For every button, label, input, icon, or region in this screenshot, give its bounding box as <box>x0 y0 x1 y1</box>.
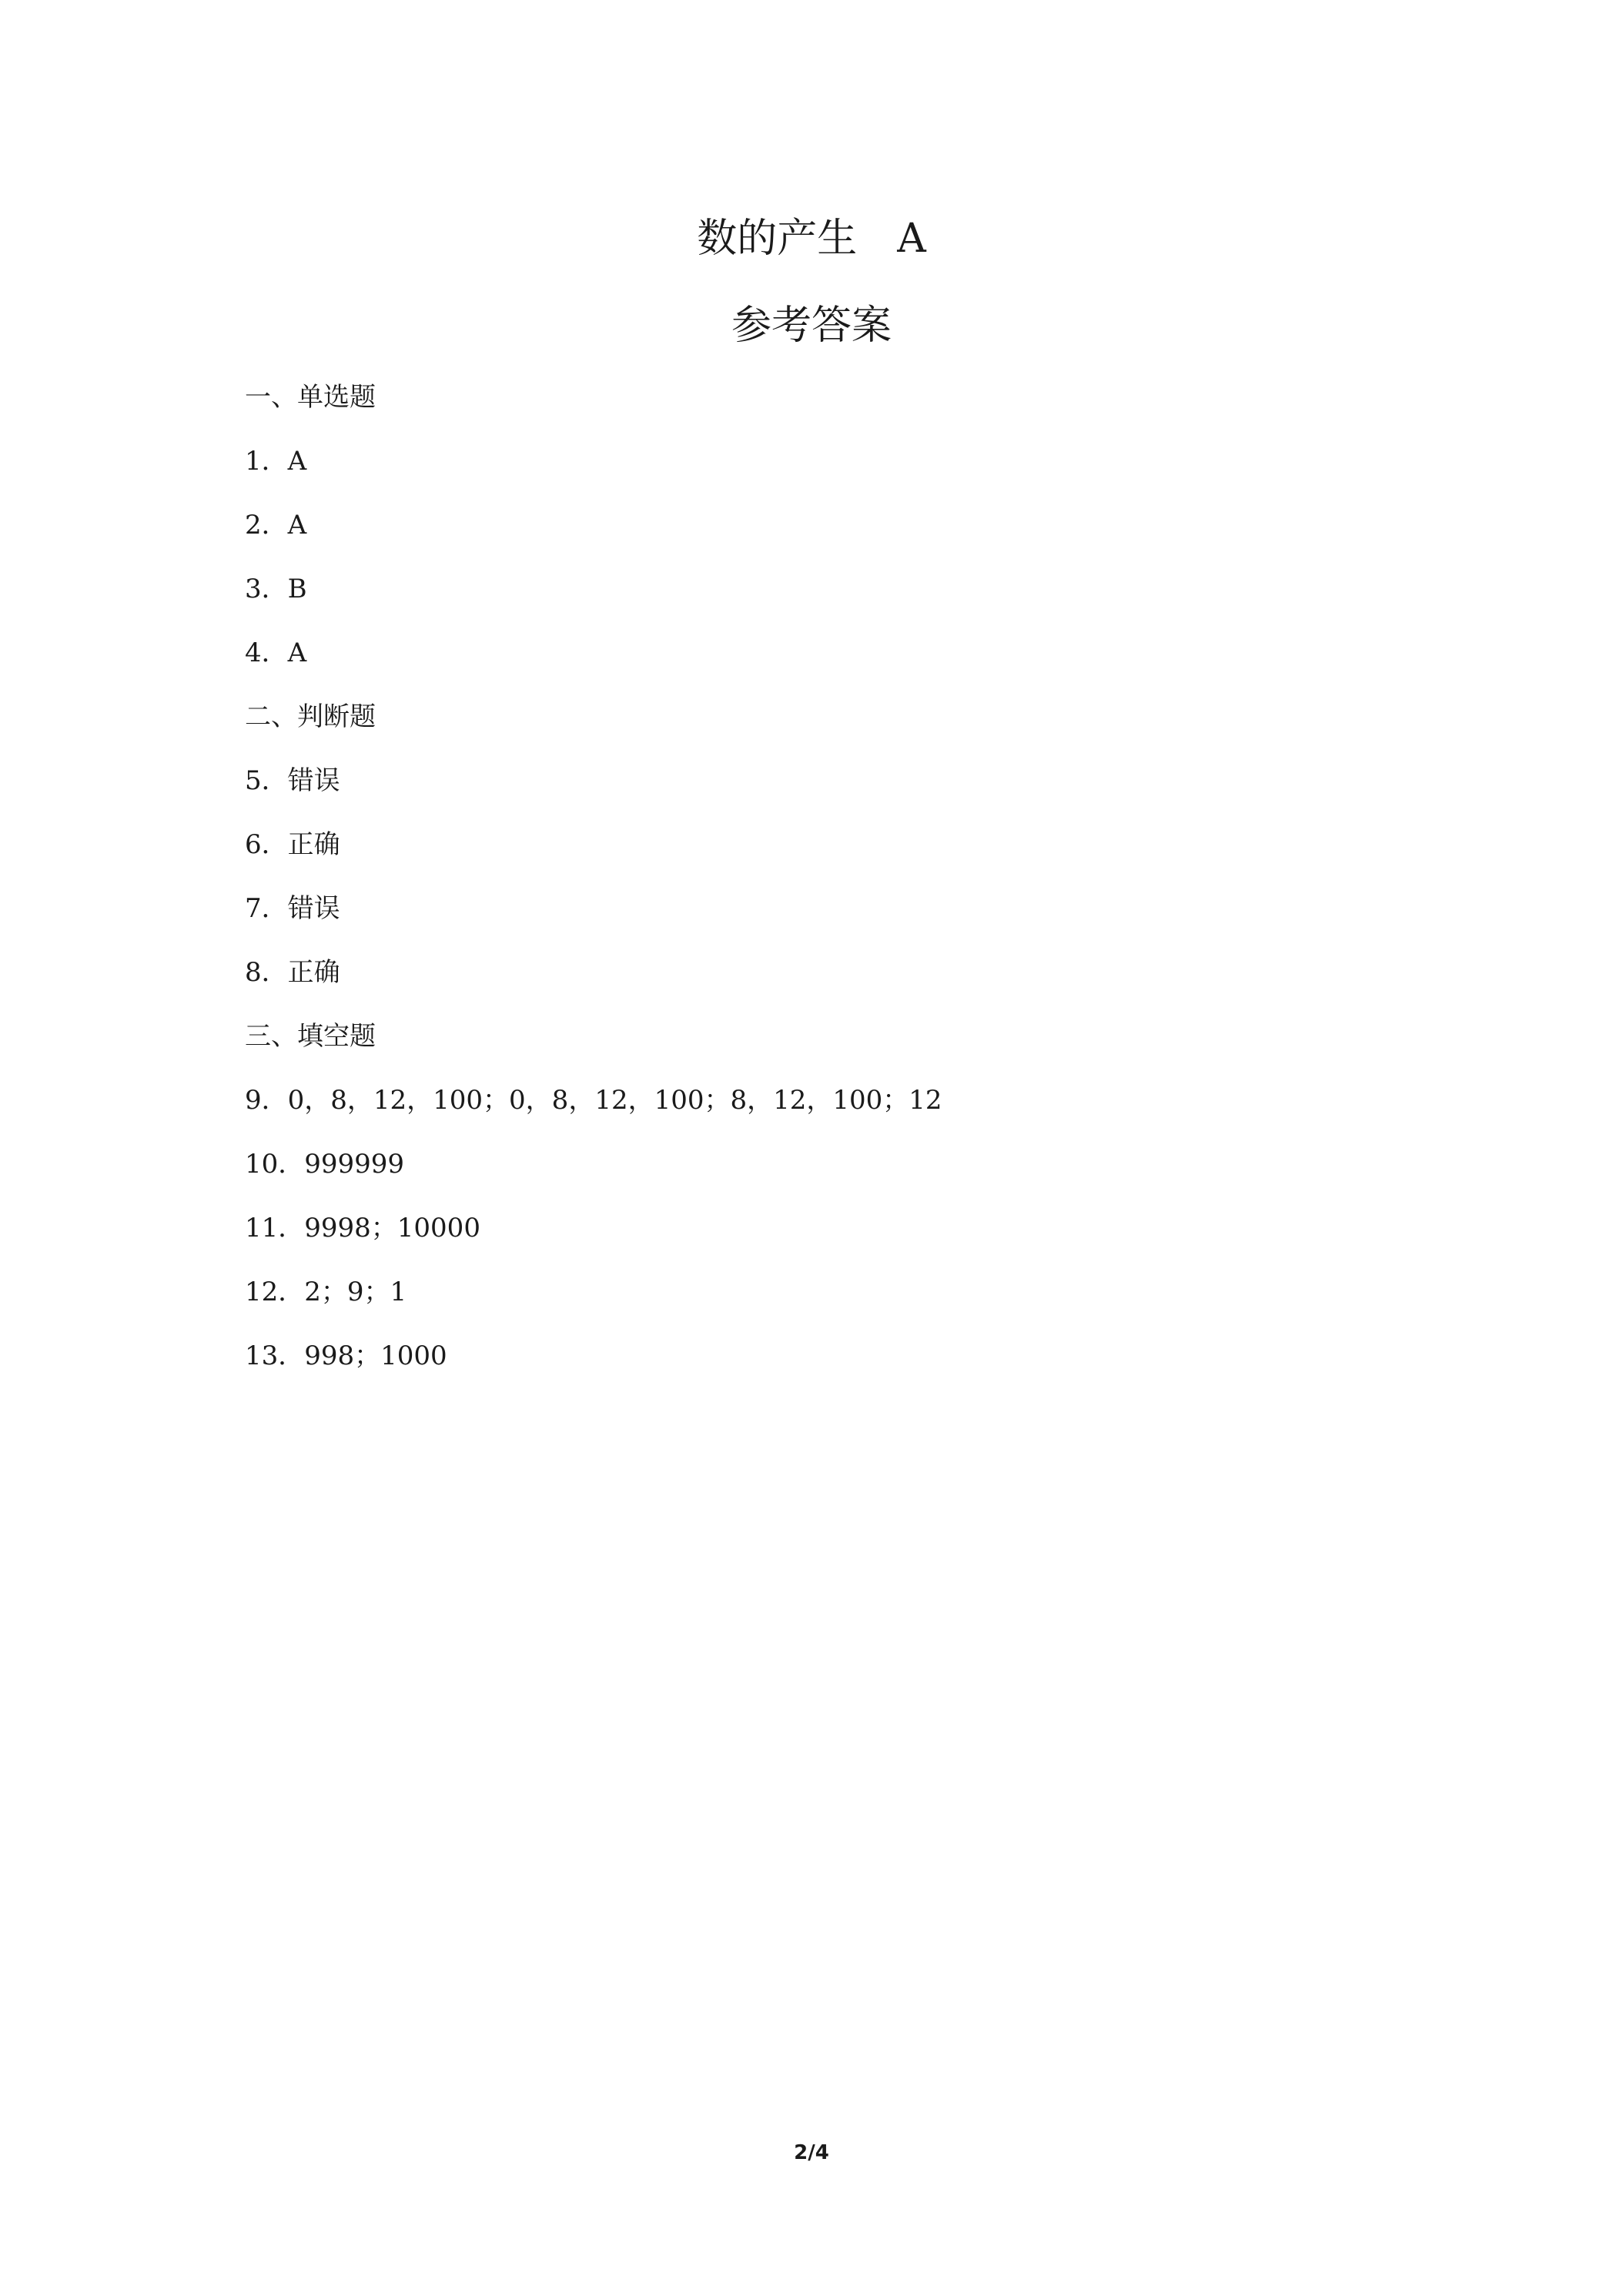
answer-line: 2．A <box>245 510 307 541</box>
answer-line: 1．A <box>245 446 307 477</box>
document-title: 数的产生 A <box>697 216 926 262</box>
section-heading-single-choice: 一、单选题 <box>245 382 376 413</box>
answer-line: 9．0，8，12，100；0，8，12，100；8，12，100；12 <box>245 1085 942 1116</box>
answer-line: 4．A <box>245 638 307 668</box>
answer-line: 8．正确 <box>245 957 340 988</box>
page-number: 2/4 <box>794 2141 829 2164</box>
section-heading-true-false: 二、判断题 <box>245 701 376 732</box>
document-subtitle: 参考答案 <box>731 303 892 349</box>
section-heading-fill-blank: 三、填空题 <box>245 1021 376 1052</box>
answer-line: 5．错误 <box>245 765 340 796</box>
answer-line: 6．正确 <box>245 829 340 860</box>
answer-line: 13．998；1000 <box>245 1340 447 1371</box>
answer-line: 11．9998；10000 <box>245 1213 480 1243</box>
answer-line: 10．999999 <box>245 1149 405 1180</box>
answer-line: 12．2；9；1 <box>245 1277 407 1307</box>
answer-line: 3．B <box>245 574 307 604</box>
answer-line: 7．错误 <box>245 893 340 924</box>
